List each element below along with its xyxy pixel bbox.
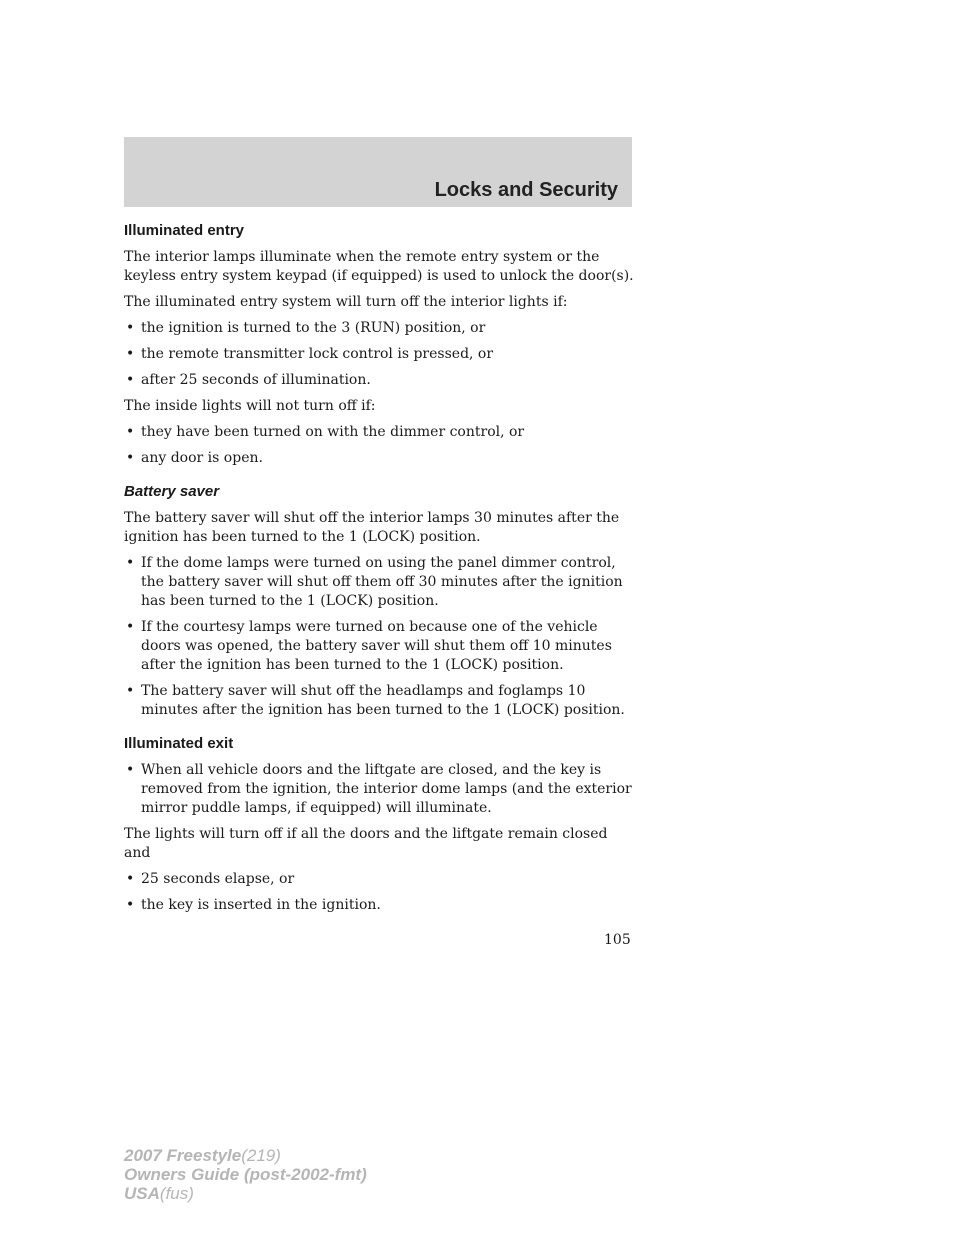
footer-market: USA (124, 1184, 160, 1203)
bullet-icon: • (126, 762, 135, 778)
list-item (124, 449, 636, 468)
heading-illuminated-exit: Illuminated exit (124, 735, 234, 752)
list-item-text: The battery saver will shut off the headlamps and foglamps 10 minutes after the ignition has been turned to the 1 (LOCK) position. (141, 683, 625, 718)
footer-line-market (124, 1184, 367, 1203)
bullet-icon: • (126, 871, 135, 887)
list-item-text: any door is open. (141, 450, 263, 466)
list-item-text: the ignition is turned to the 3 (RUN) position, or (141, 320, 486, 336)
paragraph: The inside lights will not turn off if: (124, 398, 376, 414)
document-footer (124, 1146, 367, 1203)
list-item-text: the key is inserted in the ignition. (141, 897, 381, 913)
heading-battery-saver: Battery saver (124, 483, 220, 500)
list-item (124, 618, 636, 675)
bullet-icon: • (126, 683, 135, 699)
bullet-icon: • (126, 555, 135, 571)
list-item (124, 554, 636, 611)
paragraph: The lights will turn off if all the doors and the liftgate remain closed and (124, 826, 608, 861)
list-item (124, 345, 636, 364)
bullet-icon: • (126, 450, 135, 466)
bullet-icon: • (126, 372, 135, 388)
list-item (124, 761, 636, 818)
paragraph: The illuminated entry system will turn off the interior lights if: (124, 294, 568, 310)
list-item (124, 423, 636, 442)
footer-line-model (124, 1146, 367, 1165)
heading-illuminated-entry: Illuminated entry (124, 222, 245, 239)
list-item-text: they have been turned on with the dimmer control, or (141, 424, 525, 440)
list-item (124, 319, 636, 338)
list-item-text: 25 seconds elapse, or (141, 871, 295, 887)
bullet-icon: • (126, 897, 135, 913)
footer-guide: Owners Guide (post-2002-fmt) (124, 1165, 367, 1184)
list-item (124, 870, 636, 889)
list-item-text: If the courtesy lamps were turned on because one of the vehicle doors was opened, the battery saver will shut them off 10 minutes after the ignition has been turned to the 1 (LOCK) position. (141, 619, 612, 673)
list-item (124, 682, 636, 720)
list-item-text: the remote transmitter lock control is pressed, or (141, 346, 494, 362)
bullet-icon: • (126, 320, 135, 336)
footer-model: 2007 Freestyle (124, 1146, 242, 1165)
list-item (124, 896, 636, 915)
paragraph: The interior lamps illuminate when the remote entry system or the keyless entry system keypad (if equipped) is used to unlock the door(s). (124, 249, 634, 284)
list-item (124, 371, 636, 390)
paragraph: The battery saver will shut off the interior lamps 30 minutes after the ignition has been turned to the 1 (LOCK) position. (124, 510, 620, 545)
list-item-text: If the dome lamps were turned on using the panel dimmer control, the battery saver will shut off them off 30 minutes after the ignition has been turned to the 1 (LOCK) position. (141, 555, 623, 609)
section-header-band (124, 137, 632, 207)
page-content (124, 221, 636, 922)
footer-market-code: (fus) (159, 1184, 194, 1203)
bullet-icon: • (126, 619, 135, 635)
list-item-text: after 25 seconds of illumination. (141, 372, 371, 388)
bullet-icon: • (126, 346, 135, 362)
footer-model-code: (219) (241, 1146, 281, 1165)
section-title: Locks and Security (434, 179, 618, 201)
list-item-text: When all vehicle doors and the liftgate are closed, and the key is removed from the ignition, the interior dome lamps (and the exterior mirror puddle lamps, if equipped) will illuminate. (141, 762, 632, 816)
page-number: 105 (604, 932, 631, 948)
footer-line-guide (124, 1165, 367, 1184)
bullet-icon: • (126, 424, 135, 440)
